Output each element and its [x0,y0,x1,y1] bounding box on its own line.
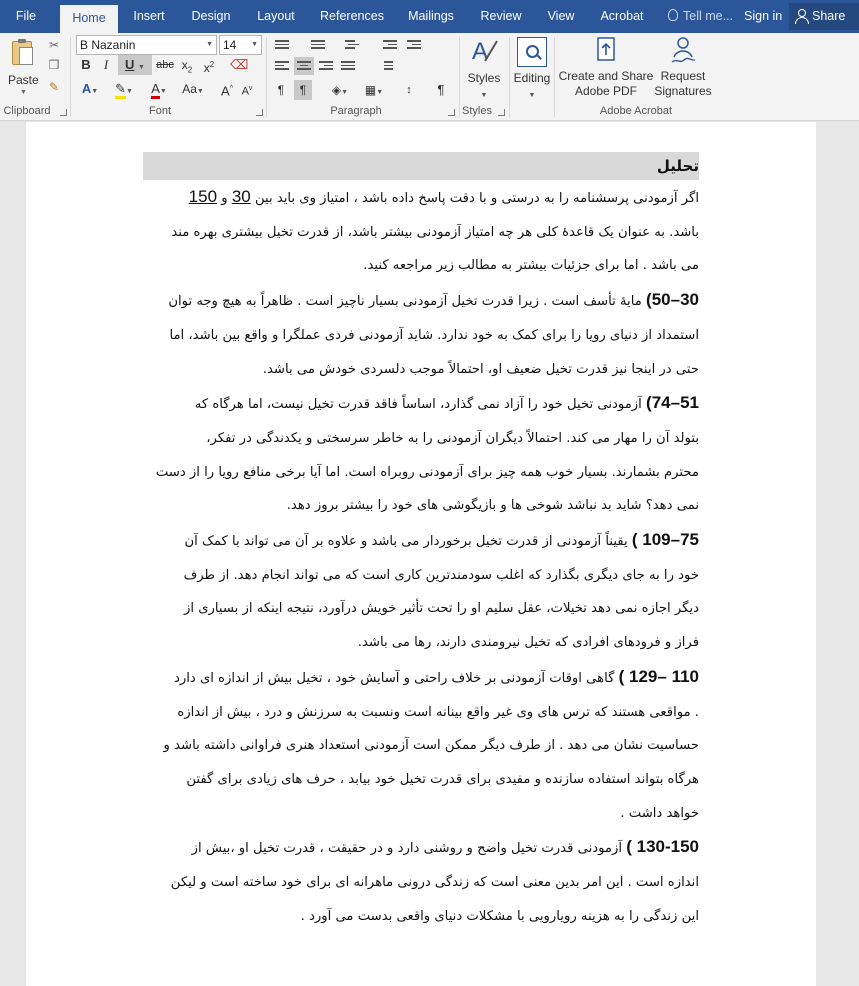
paint-bucket-icon: ◈ [331,83,342,97]
paragraph-line: فراز و فرودهای افرادی که تخیل نیرومندی دارند، رها می باشد. [357,635,699,651]
superscript-button[interactable]: $x^2$ [203,60,215,75]
paragraph-line: . مواقعی هستند که ترس های وی غیر واقع بینانه است ونسبت به سرزنش و درد ، بیش از اندازه [177,704,699,720]
justify-button[interactable] [338,57,358,75]
paragraph-line [143,660,699,696]
search-icon [517,37,547,67]
paragraph-line: حتی در اینجا نیز قدرت تخیل ضعیف او، احتمالاً موجب دلسردی خودش می باشد. [262,361,699,377]
person-icon [795,9,808,22]
clipboard-launcher-icon[interactable] [60,109,67,116]
styles-label: Styles [467,71,501,85]
font-name-select[interactable] [76,35,217,55]
editing-button[interactable] [511,35,553,103]
score-range: 110 –129 ) [618,666,699,686]
group-label-paragraph: Paragraph [330,105,382,117]
chevron-down-icon: ▼ [206,41,213,48]
tell-me-box[interactable] [668,0,733,33]
align-center-icon [297,61,311,72]
font-name-value: B Nazanin [80,38,136,52]
underline-icon: U [125,57,135,72]
paragraph-line: اندازه است . این امر بدین معنی است که زندگی درونی ماهرانه ای برای خود ساخته است و لیکن [170,875,699,891]
numbering-icon [311,40,325,51]
paragraph-line: می باشد . اما برای جزئیات بیشتر به مطالب زیر مراجعه کنید. [363,258,699,274]
paste-button[interactable] [4,35,42,99]
font-color-icon: A [151,81,160,99]
justify-icon [341,61,355,72]
group-label-acrobat: Adobe Acrobat [599,105,673,117]
score-range: 130-150 ) [626,837,699,857]
align-left-icon [275,61,289,72]
italic-button[interactable]: I [103,57,109,72]
chevron-down-icon: ▼ [480,92,488,99]
section-paragraph [143,830,699,933]
cut-icon[interactable]: ✂ [48,38,60,52]
align-right-icon [319,61,333,72]
section-line: گاهی اوقات آزمودنی بر خلاف راحتی و آسایش خود ، تخیل بیش از اندازه ای دارد [173,670,615,686]
change-case-button[interactable]: Aa▼ [182,82,204,96]
strikethrough-button[interactable]: abc [156,59,174,71]
increase-indent-icon [407,40,421,51]
font-size-value: 14 [223,38,237,52]
request-line2: Signatures [654,84,712,98]
grow-font-button[interactable]: A^ [221,83,233,99]
subscript-button[interactable]: $x_2$ [181,58,193,75]
document-area[interactable] [0,122,859,986]
bold-button[interactable]: B [81,57,91,72]
tab-acrobat[interactable]: Acrobat [600,9,644,23]
paragraph-line [143,283,699,319]
tab-file[interactable]: File [15,9,37,23]
create-share-line2: Adobe PDF [574,84,638,98]
align-left-button[interactable] [272,57,292,75]
font-color-button[interactable]: A▼ [144,79,174,99]
paper-icon [19,47,33,65]
section-heading [143,152,699,180]
paragraph-line: باشد. به عنوان یک قاعدهٔ کلی هر چه امتیاز آزمودنی بیشتر باشد، از قدرت تخیل بیشتری بهره مند [171,224,699,240]
group-label-clipboard: Clipboard [3,105,51,117]
decrease-indent-button[interactable] [380,36,400,54]
bullets-button[interactable] [272,36,292,54]
svg-text:A: A [472,38,489,65]
share-button[interactable] [789,3,859,30]
increase-indent-button[interactable] [404,36,424,54]
share-label: Share [812,9,846,23]
shading-button[interactable]: ◈▼ [331,83,349,97]
paragraph-launcher-icon[interactable] [448,109,455,116]
paragraph-line: بتولد آن را مهار می کند. احتمالاً دیگران آزمودنی را به خاطر سرسختی و یکدندگی در تفکر، [206,430,699,446]
tab-home[interactable]: Home [60,5,118,33]
create-share-pdf-button[interactable] [558,35,654,99]
ltr-direction-icon[interactable]: ¶ [277,83,285,97]
bullets-icon [275,40,289,51]
chevron-down-icon: ▼ [251,41,258,48]
paragraph-line: نمی دهد؟ شاید بد نباشد شوخی ها و بازیگوشی های خود را بیشتر بروز دهد. [286,498,699,514]
section-line: آزمودنی تخیل خود را آزاد نمی گذارد، اساساً فاقد قدرت تخیل نیست، اما هرگاه که [194,397,642,413]
section-paragraph [143,386,699,523]
paragraph-line [143,830,699,866]
styles-icon [469,35,499,65]
highlight-color-button[interactable]: ✎▼ [108,79,140,99]
request-line1: Request [660,69,706,83]
paragraph-line [143,523,699,559]
copy-icon[interactable]: ❐ [48,58,60,72]
heading-text: تحلیل [656,157,699,175]
section-paragraph [143,523,699,660]
font-launcher-icon[interactable] [256,109,263,116]
multilevel-list-icon [345,40,359,51]
styles-button[interactable] [462,35,506,103]
decrease-indent-icon [383,40,397,51]
section-paragraph [143,283,699,386]
highlighter-icon: ✎ [115,81,126,99]
paragraph-line: خواهد داشت . [620,805,699,821]
ribbon-home [0,33,859,121]
tab-view[interactable]: View [547,9,575,23]
ribbon-tab-bar [0,0,859,33]
format-painter-icon[interactable]: ✎ [48,80,60,94]
section-paragraph [143,660,699,831]
score-range: 51–74) [646,393,699,413]
score-min: 30 [231,187,251,206]
paragraph-line: خود را به جای دیگری بگذارد که اغلب سودمندترین کاری است که می تواند انجام دهد. از طرف [183,567,699,583]
borders-icon: ▦ [364,83,377,97]
document-content[interactable] [143,152,699,933]
tell-me-text: Tell me... [683,9,734,23]
divider [509,37,510,117]
font-size-select[interactable] [219,35,262,55]
borders-button[interactable]: ▦▼ [364,83,384,97]
lightbulb-icon [668,9,678,21]
tab-review[interactable]: Review [480,9,522,23]
sign-in-link[interactable]: Sign in [744,9,783,23]
signature-icon [668,35,698,65]
intro-paragraph [143,180,699,283]
editing-label: Editing [513,71,551,85]
score-max: 150 [188,187,218,206]
tab-layout[interactable]: Layout [257,9,295,23]
paste-label: Paste [8,73,39,87]
tab-mailings[interactable]: Mailings [408,9,454,23]
section-line: یقیناً آزمودنی از قدرت تخیل برخوردار می باشد و علاوه بر آن می تواند با کمک آن [184,534,628,550]
intro-line-1: اگر آزمودنی پرسشنامه را به درستی و با دقت پاسخ داده باشد ، امتیاز وی باید بین [254,191,699,206]
tab-insert[interactable]: Insert [133,9,165,23]
underline-button[interactable]: U ▼ [118,55,152,75]
shrink-font-button[interactable]: $A^v$ [241,85,253,98]
paragraph-line: هرگاه بتواند استفاده سازنده و مفیدی برای قدرت تخیل خود بیابد ، حرف های زیادی برای گفتن [186,771,699,787]
paragraph-line [143,386,699,422]
line-spacing-button[interactable] [376,57,396,75]
chevron-down-icon: ▼ [20,89,27,96]
request-signatures-button[interactable] [652,35,714,99]
show-formatting-icon[interactable]: ¶ [437,82,445,97]
score-range: 30–50) [646,290,699,310]
multilevel-list-button[interactable] [342,36,362,54]
sort-icon[interactable]: ↕ [406,84,412,96]
tab-design[interactable]: Design [191,9,231,23]
align-right-button[interactable] [316,57,336,75]
group-label-font: Font [148,105,171,117]
numbering-button[interactable] [308,36,328,54]
paragraph-line: حساسیت نشان می دهد . از طرف دیگر ممکن است آزمودنی استعداد هنری فراوانی داشته باشد و [163,738,699,754]
paragraph-line: دیگر اجازه نمی دهد تخیلات، عقل سلیم او را تحت تأثیر خویش درآورد، نتیجه اینکه از بسیاری از [183,601,699,617]
paragraph-line: این زندگی را به هزینه رویارویی با مشکلات دنیای واقعی بدست می آورد . [300,908,699,924]
chevron-down-icon: ▼ [528,92,536,99]
divider [554,37,555,117]
line-spacing-icon [379,61,393,72]
section-line: مایهٔ تأسف است . زیرا قدرت تخیل آزمودنی بسیار ناچیز است . ظاهراً به هیچ وجه توان [168,294,642,310]
tab-references[interactable]: References [320,9,384,23]
pdf-share-icon [591,35,621,65]
document-page[interactable] [26,122,816,986]
align-center-button[interactable] [294,57,314,75]
styles-launcher-icon[interactable] [498,109,505,116]
group-label-styles: Styles [462,105,492,117]
paragraph-line [143,180,699,216]
text-effects-button[interactable]: A▼ [81,81,99,96]
paragraph-line: استمداد از دنیای رویا را برای کمک به خود ندارد. شاید آزمودنی فردی عملگرا و واقع بین باشد، اما [169,327,699,343]
clear-formatting-icon[interactable]: ⌫ [230,57,249,72]
paragraph-line: محترم بشمارند. بسیار خوب همه چیز برای آزمودنی روبراه است. اما آیا برخی منافع رویا را از دست [155,464,699,480]
create-share-line1: Create and Share [558,69,654,83]
section-line: آزمودنی قدرت تخیل واضح و روشنی دارد و در حقیقت ، قدرت تخیل او ،بیش از [191,841,623,857]
rtl-direction-icon[interactable]: ¶ [294,80,312,100]
score-range: 75–109 ) [631,530,699,550]
and-word: و [221,191,228,206]
